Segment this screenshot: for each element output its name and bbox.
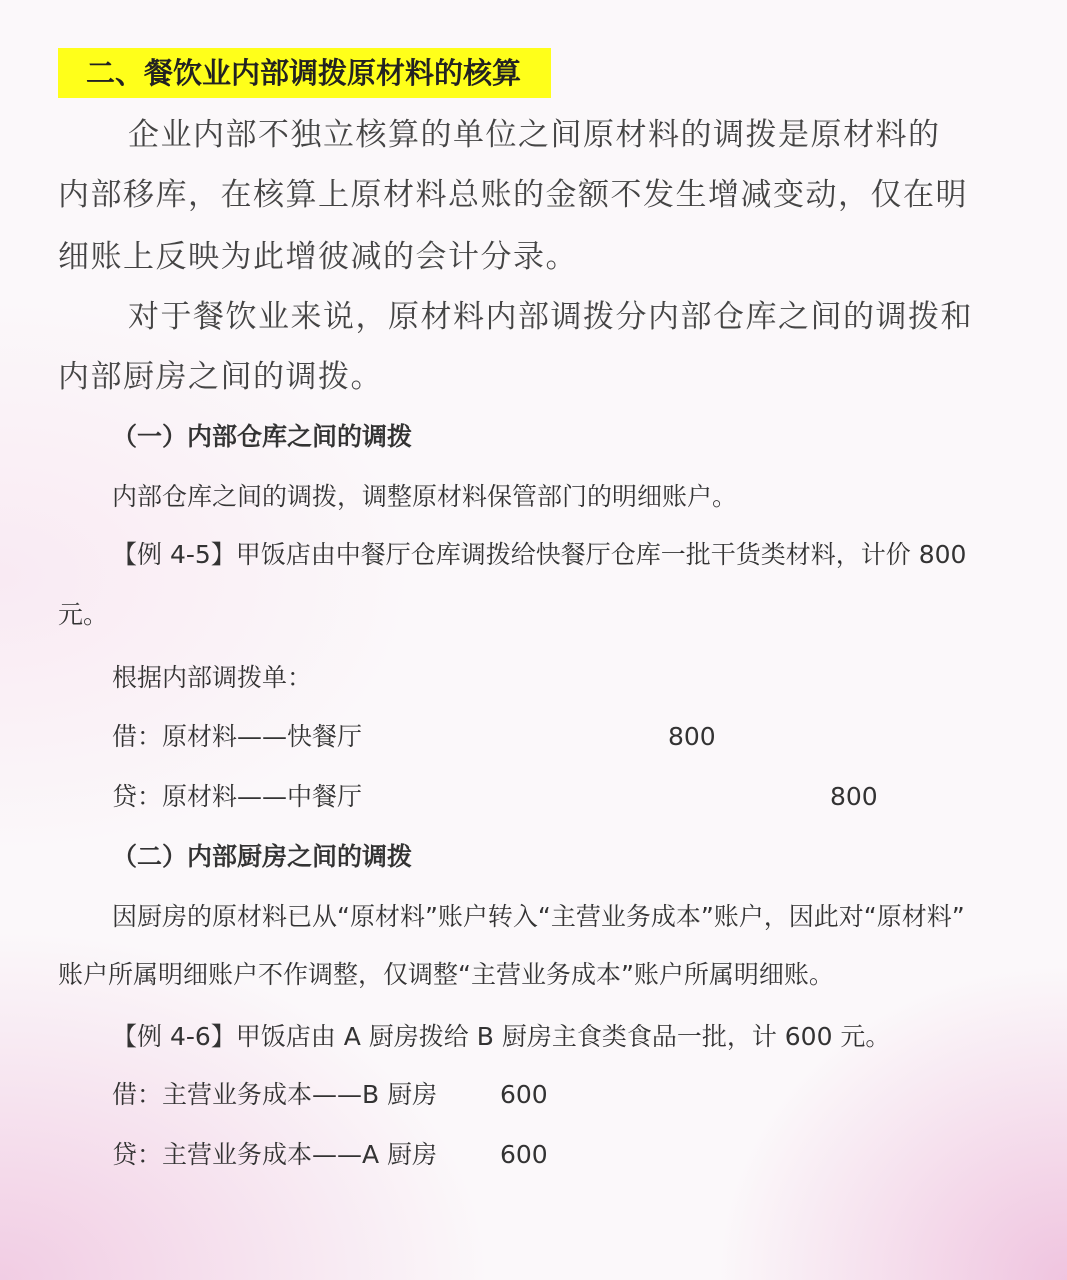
example-line: 【例 4-6】甲饭店由 A 厨房拨给 B 厨房主食类食品一批，计 600 元。 — [112, 1022, 891, 1051]
text-line: 账户所属明细账户不作调整，仅调整“主营业务成本”账户所属明细账。 — [58, 960, 834, 989]
paragraph-line: 企业内部不独立核算的单位之间原材料的调拨是原材料的 — [128, 117, 941, 153]
credit-entry-label: 贷：原材料——中餐厅 — [112, 782, 363, 811]
text-line: 因厨房的原材料已从“原材料”账户转入“主营业务成本”账户，因此对“原材料” — [112, 902, 965, 931]
text-line: 根据内部调拨单： — [112, 663, 313, 692]
example-line: 元。 — [58, 600, 109, 629]
example-line: 【例 4-5】甲饭店由中餐厅仓库调拨给快餐厅仓库一批干货类材料，计价 800 — [112, 540, 967, 569]
paragraph-line: 内部移库，在核算上原材料总账的金额不发生增减变动，仅在明 — [58, 177, 968, 213]
subsection-title-1: （一）内部仓库之间的调拨 — [112, 422, 413, 451]
debit-entry-amount: 800 — [668, 722, 716, 751]
paragraph-line: 对于餐饮业来说，原材料内部调拨分内部仓库之间的调拨和 — [128, 299, 973, 335]
credit-entry-label: 贷：主营业务成本——A 厨房 — [112, 1140, 438, 1169]
paragraph-line: 内部厨房之间的调拨。 — [58, 359, 383, 395]
subsection-title-2: （二）内部厨房之间的调拨 — [112, 842, 413, 871]
paragraph-line: 细账上反映为此增彼减的会计分录。 — [58, 239, 578, 275]
debit-entry-amount: 600 — [500, 1080, 548, 1109]
debit-entry-label: 借：主营业务成本——B 厨房 — [112, 1080, 438, 1109]
credit-entry-amount: 600 — [500, 1140, 548, 1169]
section-heading: 二、餐饮业内部调拨原材料的核算 — [86, 56, 522, 90]
debit-entry-label: 借：原材料——快餐厅 — [112, 722, 363, 751]
credit-entry-amount: 800 — [830, 782, 878, 811]
text-line: 内部仓库之间的调拨，调整原材料保管部门的明细账户。 — [112, 482, 738, 511]
